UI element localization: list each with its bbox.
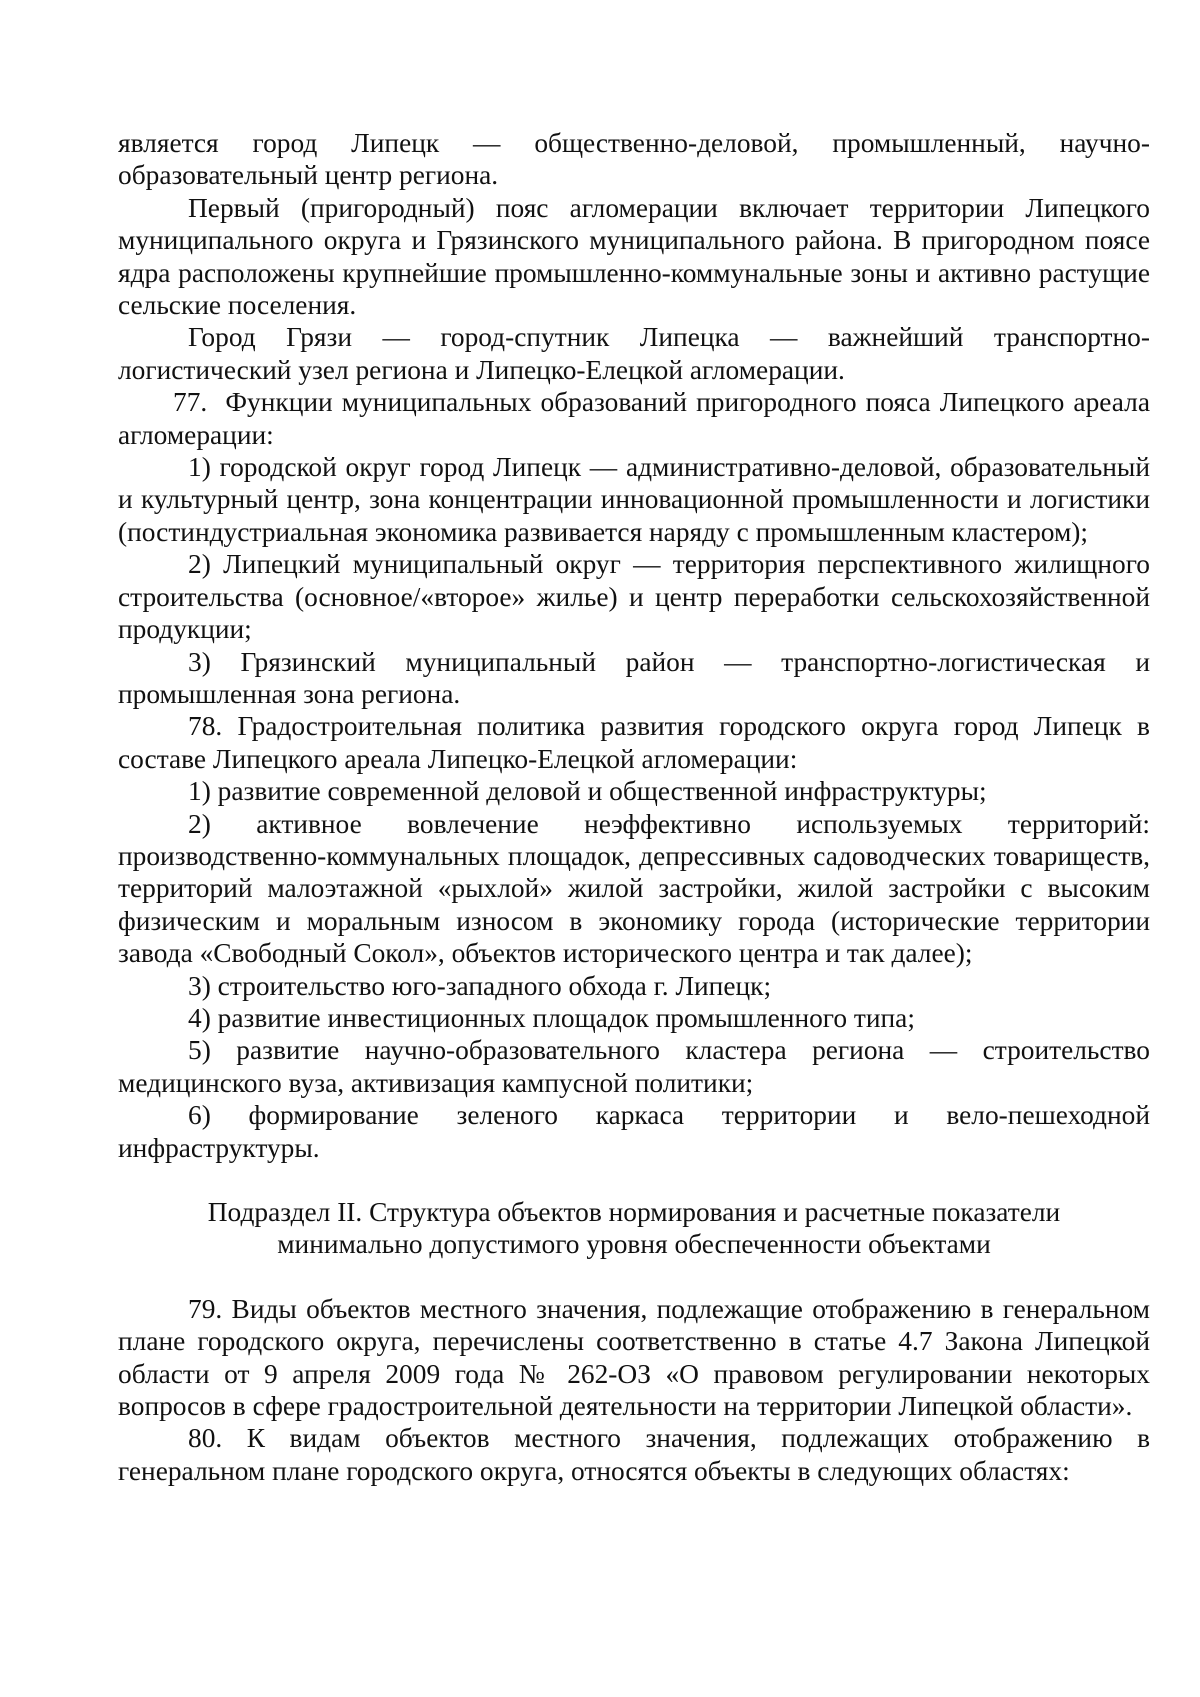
list-item: 1) развитие современной деловой и общественной инфраструктуры; [188, 776, 987, 807]
document-page [118, 127, 1150, 1487]
numbered-paragraph-80: 80. К видам объектов местного значения, подлежащих отображению в генеральном плане городского округа, относятся объекты в следующих областях: [118, 1423, 1150, 1486]
list-item: 2) Липецкий муниципальный округ — территория перспективного жилищного строительства (основное/«второе» жилье) и центр переработки сельскохозяйственной продукции; [118, 549, 1150, 645]
paragraphs-top [118, 127, 1150, 1164]
list-item: 5) развитие научно-образовательного кластера региона — строительство медицинского вуза, активизация кампусной политики; [118, 1035, 1150, 1098]
section-heading-line-2: минимально допустимого уровня обеспеченности объектами [277, 1229, 991, 1260]
section-heading-line-1: Подраздел II. Структура объектов нормирования и расчетные показатели [207, 1197, 1061, 1227]
list-item: 4) развитие инвестиционных площадок промышленного типа; [188, 1002, 915, 1033]
list-item: 2) активное вовлечение неэффективно используемых территорий: производственно-коммунальных площадок, депрессивных садоводческих товариществ, территорий малоэтажной «рыхлой» жилой застройки, жилой застройки с высоким физическим и моральным износом в экономику города (исторические территории завода «Свободный Сокол», объектов исторического центра и так далее); [118, 808, 1150, 969]
paragraph: Первый (пригородный) пояс агломерации включает территории Липецкого муниципального округа и Грязинского муниципального района. В пригородном поясе ядра расположены крупнейшие промышленно-коммунальные зоны и активно растущие сельские поселения. [118, 192, 1150, 321]
list-item: 1) городской округ город Липецк — административно-деловой, образовательный и культурный центр, зона концентрации инновационной промышленности и логистики (постиндустриальная экономика развивается наряду с промышленным кластером); [118, 452, 1150, 547]
paragraph: является город Липецк — общественно-деловой, промышленный, научно-образовательный центр региона. [118, 128, 1150, 191]
numbered-paragraph-79: 79. Виды объектов местного значения, подлежащие отображению в генеральном плане городского округа, перечислены соответственно в статье 4.7 Закона Липецкой области от 9 апреля 2009 года № 262-ОЗ «О правовом регулировании некоторых вопросов в сфере градостроительной деятельности на территории Липецкой области». [118, 1293, 1150, 1422]
numbered-paragraph-78: 78. Градостроительная политика развития городского округа город Липецк в составе Липецкого ареала Липецко-Елецкой агломерации: [118, 711, 1150, 774]
paragraphs-bottom [118, 1293, 1150, 1487]
list-item: 6) формирование зеленого каркаса территории и вело-пешеходной инфраструктуры. [118, 1100, 1150, 1163]
section-heading [118, 1196, 1150, 1261]
list-item: 3) строительство юго-западного обхода г. Липецк; [188, 970, 772, 1001]
paragraph: Город Грязи — город-спутник Липецка — важнейший транспортно-логистический узел региона и Липецко-Елецкой агломерации. [118, 322, 1150, 385]
numbered-paragraph-77: 77. Функции муниципальных образований пригородного пояса Липецкого ареала агломерации: [118, 387, 1150, 450]
list-item: 3) Грязинский муниципальный район — транспортно-логистическая и промышленная зона региона. [118, 646, 1150, 709]
